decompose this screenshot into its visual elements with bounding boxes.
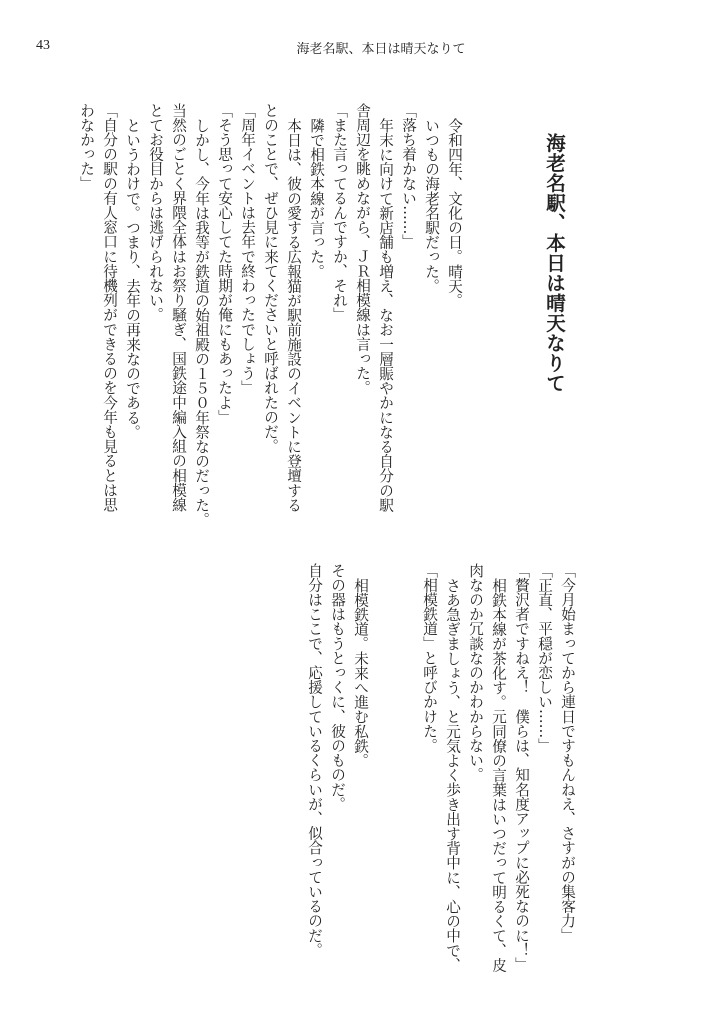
page-number: 43 xyxy=(36,38,50,53)
text-line: とのことで、ぜひ見に来てくださいと呼ばれたのだ。 xyxy=(262,103,279,454)
text-line: いつもの海老名駅だった。 xyxy=(423,117,440,293)
text-line: 隣で相鉄本線が言った。 xyxy=(308,117,325,279)
text-line: 「今月始まってから連日ですもんねえ、さすがの集客力」 xyxy=(559,563,576,943)
text-line: とてお役目からは逃げられない。 xyxy=(147,103,164,322)
text-line: 年末に向けて新店舗も増え、なお一層賑やかになる自分の駅 xyxy=(377,117,394,512)
text-line: というわけで。つまり、去年の再来なのである。 xyxy=(124,117,141,439)
text-line: 相模鉄道。未来へ進む私鉄。 xyxy=(352,577,369,768)
text-line: 自分はここで、応援しているくらいが、似合っているのだ。 xyxy=(306,563,323,958)
text-line: 本日は、彼の愛する広報猫が駅前施設のイベントに登壇する xyxy=(285,117,302,512)
text-line: 肉なのか冗談なのかわからない。 xyxy=(467,563,484,782)
body-text-closing xyxy=(303,563,372,957)
text-line: 「落ち着かない……」 xyxy=(400,103,417,249)
text-line: 「周年イベントは去年で終わったでしょう」 xyxy=(239,103,256,395)
running-header: 海老名駅、本日は晴天なりて xyxy=(296,42,466,57)
text-line: 「相模鉄道」と呼びかけた。 xyxy=(421,563,438,753)
text-line: 「また言ってるんですか、それ」 xyxy=(331,103,348,322)
text-line: 相鉄本線が茶化す。元同僚の言葉はいつだって明るくて、皮 xyxy=(490,577,507,972)
text-line: 「正直、平穏が恋しい……」 xyxy=(536,563,553,753)
text-line: わなかった」 xyxy=(78,103,95,191)
text-line: 「自分の駅の有人窓口に待機列ができるのを今年も見るとは思 xyxy=(101,103,118,512)
text-line: 舎周辺を眺めながら、ＪＲ相模線は言った。 xyxy=(354,103,371,395)
text-line: しかし、今年は我等が鉄道の始祖殿の１５０年祭なのだった。 xyxy=(193,117,210,527)
text-line: 「そう思って安心してた時期が俺にもあったよ」 xyxy=(216,103,233,425)
body-text-lower xyxy=(418,563,579,972)
text-line: その器はもうとっくに、彼のものだ。 xyxy=(329,563,346,812)
text-line: 令和四年、文化の日。晴天。 xyxy=(446,117,463,308)
chapter-title: 海老名駅、本日は晴天なりて xyxy=(543,133,566,393)
text-line: 「贅沢者ですねえ！ 僕らは、知名度アップに必死なのに！」 xyxy=(513,563,530,972)
text-line: 当然のごとく界隈全体はお祭り騒ぎ、国鉄途中編入組の相模線 xyxy=(170,103,187,512)
text-line: さあ急ぎましょう、と元気よく歩き出す背中に、心の中で、 xyxy=(444,577,461,972)
body-text-upper xyxy=(75,103,466,526)
